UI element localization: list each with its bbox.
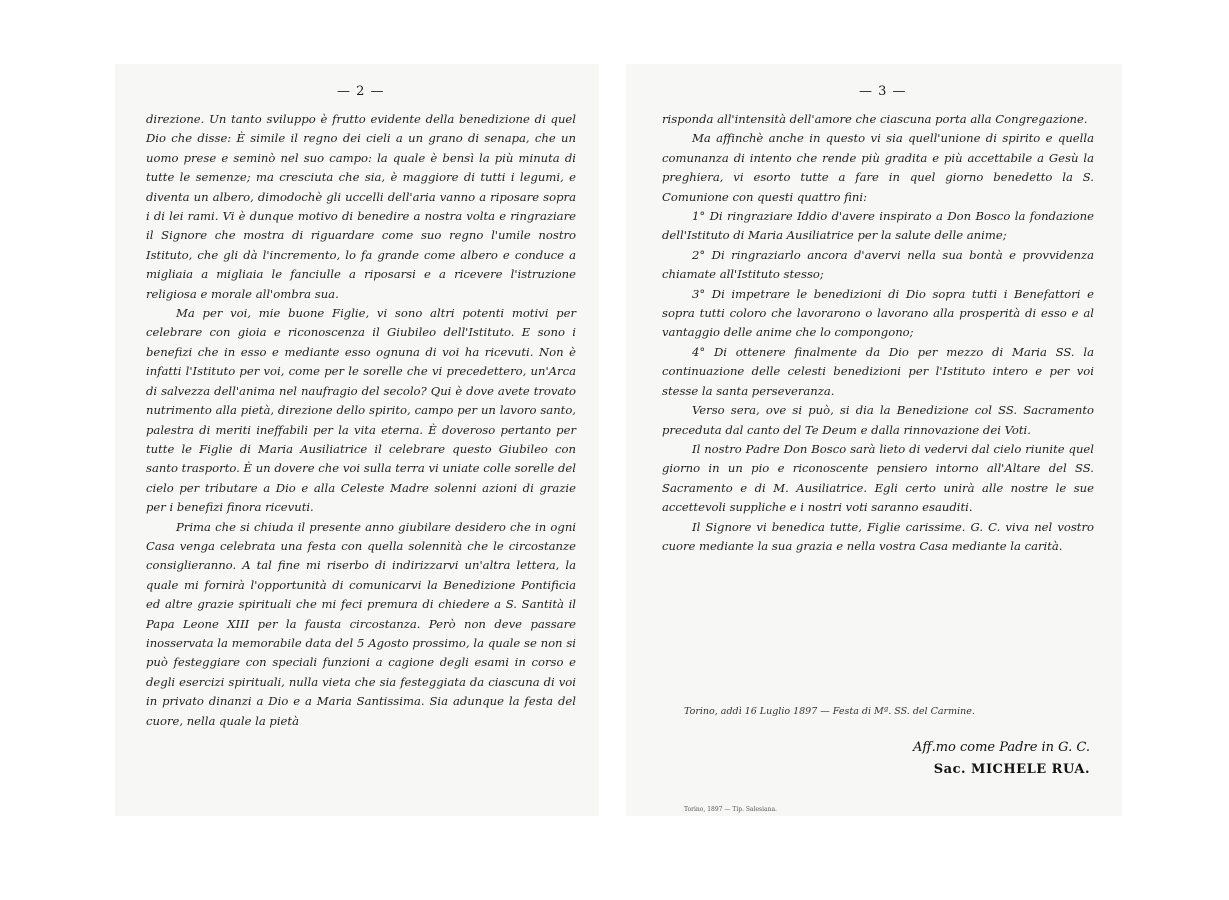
paragraph: Verso sera, ove si può, si dia la Benedizione col SS. Sacramento preceduta dal canto del Te Deum e dalla rinnovazione dei Voti.: [662, 403, 1094, 437]
paragraph: Ma affinchè anche in questo vi sia quell'unione di spirito e quella comunanza di intento che rende più gradita e più accettabile a Gesù la preghiera, vi esorto tutte a fare in quel giorno benedetto la S. Comunione con questi quattro fini:: [662, 131, 1094, 204]
paragraph: 2° Di ringraziarlo ancora d'avervi nella sua bontà e provvidenza chiamate all'Istituto stesso;: [662, 247, 1094, 282]
paragraph: risponda all'intensità dell'amore che ciascuna porta alla Congregazione.: [662, 112, 1088, 126]
paragraph: 1° Di ringraziare Iddio d'avere inspirato a Don Bosco la fondazione dell'Istituto di Maria Ausiliatrice per la salute delle anime;: [662, 209, 1094, 243]
closing-salutation: Aff.mo come Padre in G. C.: [912, 740, 1090, 755]
paragraph: Prima che si chiuda il presente anno giubilare desidero che in ogni Casa venga celebrata una festa con quella solennità che le circostanze consiglieranno. A tal fine mi riserbo di indirizzarvi un'altra lettera, la quale mi fornirà l'opportunità di comunicarvi la Benedizione Pontificia ed altre grazie spirituali che mi feci premura di chiedere a S. Santità il Papa Leone XIII per la fausta circostanza. Però non deve passare inosservata la memorabile data del 5 Agosto prossimo, la quale se non si può festeggiare con speciali funzioni a cagione degli esami in corso e degli esercizi spirituali, nulla vieta che sia festeggiata da ciascuna di voi in privato dinanzi a Dio e a Maria Santissima. Sia adunque la festa del cuore, nella quale la pietà: [146, 519, 576, 728]
left-page-text: [146, 110, 576, 731]
page-number-right: — 3 —: [859, 84, 907, 99]
left-page: [115, 64, 599, 816]
paragraph: Il Signore vi benedica tutte, Figlie carissime. G. C. viva nel vostro cuore mediante la sua grazia e nella vostra Casa mediante la carità.: [662, 519, 1094, 553]
date-line: Torino, addì 16 Luglio 1897 — Festa di Mª. SS. del Carmine.: [684, 706, 975, 717]
paragraph: Ma per voi, mie buone Figlie, vi sono altri potenti motivi per celebrare con gioia e riconoscenza il Giubileo dell'Istituto. E sono i benefizi che in esso e mediante esso ognuna di voi ha ricevuti. Non è infatti l'Istituto per voi, come per le sorelle che vi precedettero, un'Arca di salvezza dell'anima nel naufragio del secolo? Qui è dove avete trovato nutrimento alla pietà, direzione dello spirito, campo per un lavoro santo, palestra di meriti ineffabili per la vita eterna. È doveroso pertanto per tutte le Figlie di Maria Ausiliatrice il celebrare questo Giubileo con santo trasporto. È un dovere che voi sulla terra vi uniate colle sorelle del cielo per tributare a Dio e alla Celeste Madre solenni azioni di grazie per i benefizi finora ricevuti.: [146, 306, 576, 515]
paragraph: Il nostro Padre Don Bosco sarà lieto di vedervi dal cielo riunite quel giorno in un pio e riconoscente pensiero intorno all'Altare del SS. Sacramento e di M. Ausiliatrice. Egli certo unirà alle nostre le sue accettevoli suppliche e i nostri voti saranno esauditi.: [662, 441, 1094, 515]
right-page-text: [662, 110, 1094, 556]
signature: Sac. MICHELE RUA.: [933, 762, 1090, 777]
paragraph: 3° Di impetrare le benedizioni di Dio sopra tutti i Benefattori e sopra tutti coloro che lavorarono o lavorano alla prosperità di esso e al vantaggio delle anime che lo compongono;: [662, 286, 1094, 340]
paragraph: direzione. Un tanto sviluppo è frutto evidente della benedizione di quel Dio che disse: È simile il regno dei cieli a un grano di senapa, che un uomo prese e seminò nel suo campo: la quale è bensì la più minuta di tutte le semenze; ma cresciuta che sia, è maggiore di tutti i legumi, e diventa un albero, dimodochè gli uccelli dell'aria vanno a riposare sopra i di lei rami. Vi è dunque motivo di benedire a nostra volta e ringraziare il Signore che mostra di riguardare come suo regno l'umile nostro Istituto, che gli dà l'incremento, lo fa grande come albero e conduce a migliaia a migliaia le fanciulle a riposarsi e a ricevere l'istruzione religiosa e morale all'ombra sua.: [146, 112, 576, 301]
printer-imprint: Torino, 1897 — Tip. Salesiana.: [684, 806, 777, 813]
right-page: [626, 64, 1122, 816]
paragraph: 4° Di ottenere finalmente da Dio per mezzo di Maria SS. la continuazione delle celesti benedizioni per l'Istituto intero e per voi stesse la santa perseveranza.: [662, 344, 1094, 398]
page-number-left: — 2 —: [337, 84, 385, 99]
